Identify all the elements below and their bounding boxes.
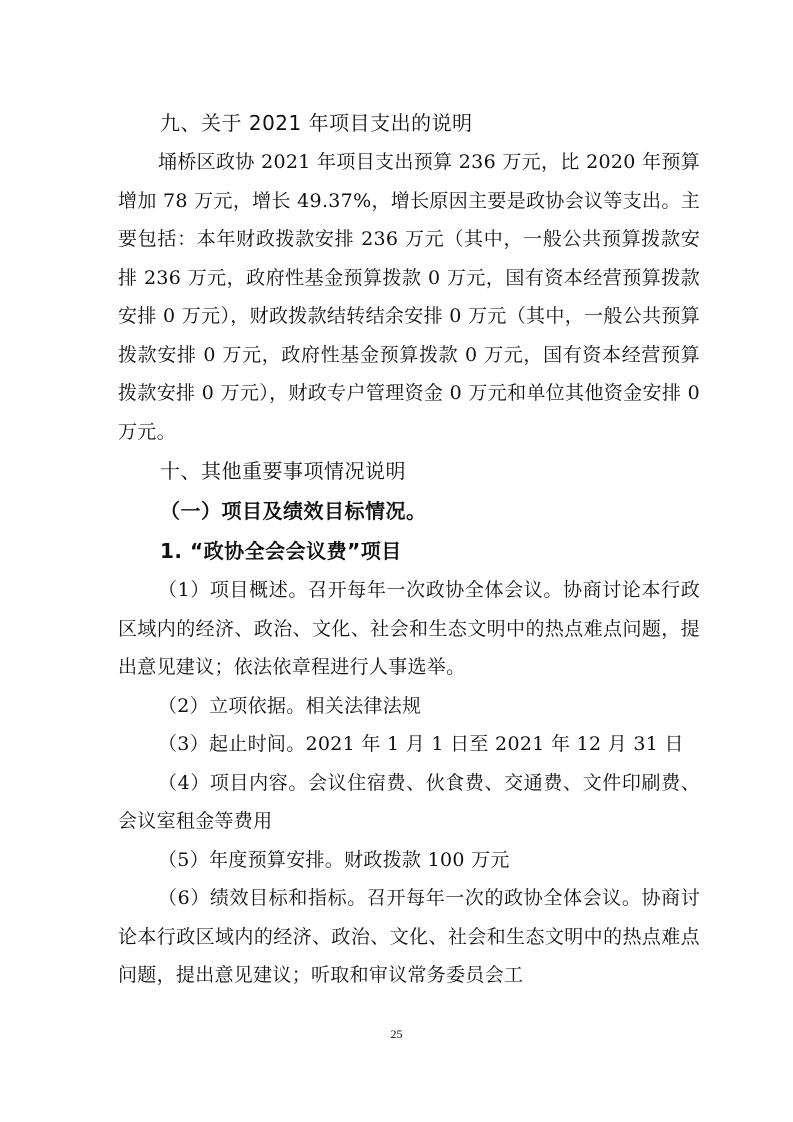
section-9-heading: 九、关于 2021 年项目支出的说明 — [160, 111, 473, 135]
item-basis-line: （2）立项依据。相关法律法规 — [158, 694, 422, 717]
section-10-heading: 十、其他重要事项情况说明 — [160, 459, 406, 483]
item-period-line: （3）起止时间。2021 年 1 月 1 日至 2021 年 12 月 31 日 — [158, 733, 684, 755]
subsection-heading: （一）项目及绩效目标情况。 — [160, 499, 427, 523]
item-performance-paragraph: （6）绩效目标和指标。召开每年一次的政协全体会议。协商讨论本行政区域内的经济、政治、文化、社会和生态文明中的热点难点问题，提出意见建议；听取和审议常务委员会工 — [118, 887, 700, 986]
section-9-paragraph: 埇桥区政协 2021 年项目支出预算 236 万元，比 2020 年预算增加 78 万元，增长 49.37%，增长原因主要是政协会议等支出。主要包括：本年财政拨款安排 236 万元（其中，一般公共预算拨款安排 236 万元，政府性基金预算拨款 0 万元，国有资本经营预算拨款安排 0 万元），财政拨款结转结余安排 0 万元（其中，一般公共预算拨款安排 0 万元，政府性基金预算拨款 0 万元，国有资本经营预算拨款安排 0 万元），财政专户管理资金 0 万元和单位其他资金安排 0 万元。 — [118, 151, 700, 443]
item-title: 1. “政协全会会议费”项目 — [160, 539, 402, 563]
item-content-paragraph: （4）项目内容。会议住宿费、伙食费、交通费、文件印刷费、会议室租金等费用 — [118, 771, 700, 832]
page-content — [118, 103, 700, 995]
page-number: 25 — [390, 1027, 403, 1041]
item-overview-paragraph: （1）项目概述。召开每年一次政协全体会议。协商讨论本行政区域内的经济、政治、文化、社会和生态文明中的热点难点问题，提出意见建议；依法依章程进行人事选举。 — [118, 579, 700, 678]
item-budget-line: （5）年度预算安排。财政拨款 100 万元 — [158, 848, 510, 871]
